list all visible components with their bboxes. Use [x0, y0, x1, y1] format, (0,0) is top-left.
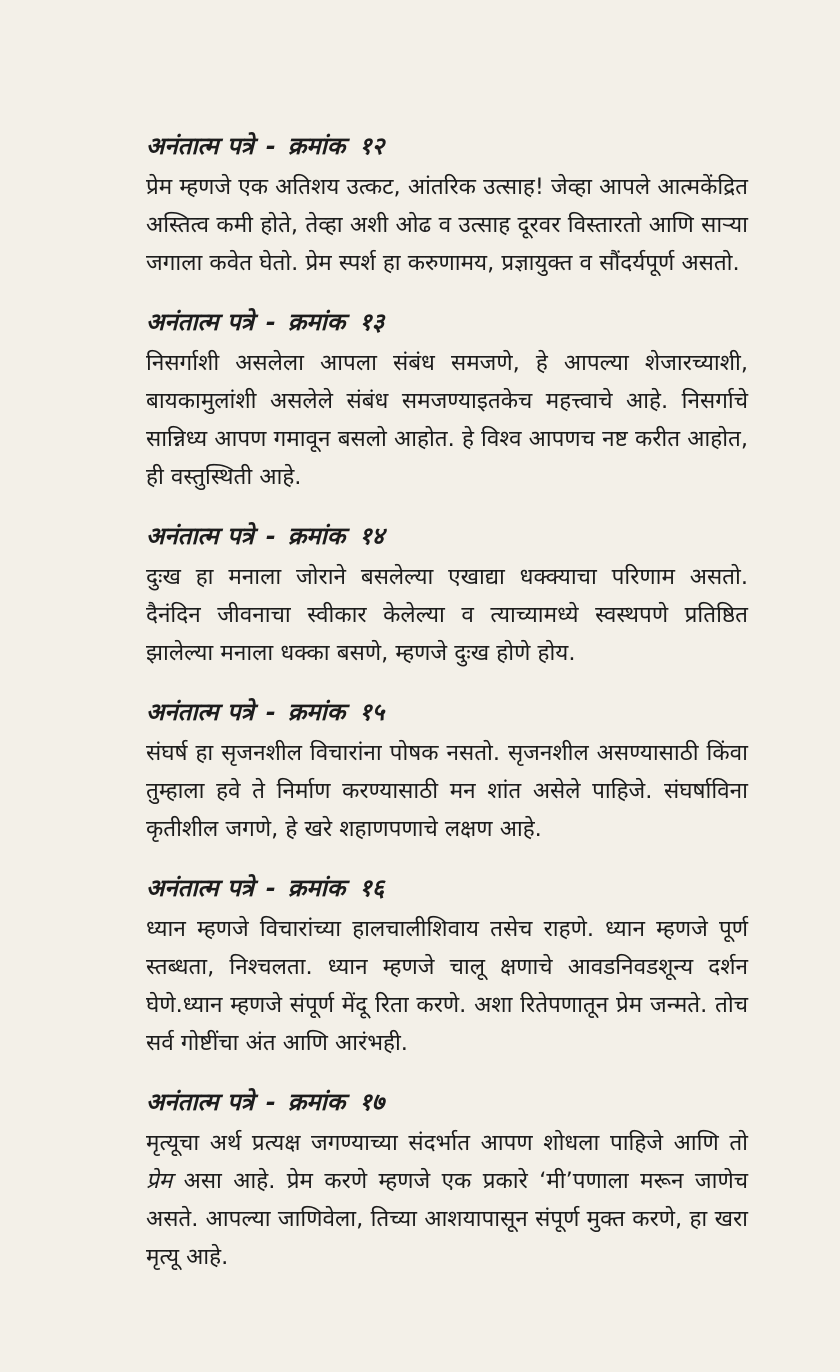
section-heading [146, 128, 748, 164]
section-body: प्रेम म्हणजे एक अतिशय उत्कट, आंतरिक उत्साह! जेव्हा आपले आत्मकेंद्रित अस्तित्व कमी होते, तेव्हा अशी ओढ व उत्साह दूरवर विस्तारतो आणि साऱ्या जगाला कवेत घेतो. प्रेम स्पर्श हा करुणामय, प्रज्ञायुक्त व सौंदर्यपूर्ण असतो. [146, 174, 748, 276]
section-body [146, 1124, 748, 1276]
heading-dash: - [265, 308, 276, 336]
heading-dash: - [265, 1088, 276, 1116]
body-text-end: असा आहे. प्रेम करणे म्हणजे एक प्रकारे ‘मी’पणाला मरून जाणेच असते. आपल्या जाणिवेला, तिच्या आशयापासून संपूर्ण मुक्त करणे, हा खरा मृत्यू आहे. [146, 1168, 748, 1270]
section-body: संघर्ष हा सृजनशील विचारांना पोषक नसतो. सृजनशील असण्यासाठी किंवा तुम्हाला हवे ते निर्माण करण्यासाठी मन शांत असेले पाहिजे. संघर्षाविना कृतीशील जगणे, हे खरे शहाणपणाचे लक्षण आहे. [146, 740, 748, 842]
letter-section-13 [146, 304, 748, 496]
section-body: दुःख हा मनाला जोराने बसलेल्या एखाद्या धक्क्याचा परिणाम असतो. दैनंदिन जीवनाचा स्वीकार केलेल्या व त्याच्यामध्ये स्वस्थपणे प्रतिष्ठित झालेल्या मनाला धक्का बसणे, म्हणजे दुःख होणे होय. [146, 564, 748, 666]
heading-title: अनंतात्म पत्रे [146, 1088, 254, 1116]
heading-label: क्रमांक [287, 132, 346, 160]
heading-number: १४ [359, 522, 385, 550]
heading-number: १७ [359, 1088, 385, 1116]
heading-label: क्रमांक [287, 1088, 346, 1116]
section-heading [146, 694, 748, 730]
section-body: निसर्गाशी असलेला आपला संबंध समजणे, हे आपल्या शेजारच्याशी, बायकामुलांशी असलेले संबंध समजण्याइतकेच महत्त्वाचे आहे. निसर्गाचे सान्निध्य आपण गमावून बसलो आहोत. हे विश्व आपणच नष्ट करीत आहोत, ही वस्तुस्थिती आहे. [146, 350, 748, 490]
heading-dash: - [265, 698, 276, 726]
heading-title: अनंतात्म पत्रे [146, 308, 254, 336]
section-body: ध्यान म्हणजे विचारांच्या हालचालीशिवाय तसेच राहणे. ध्यान म्हणजे पूर्ण स्तब्धता, निश्चलता. ध्यान म्हणजे चालू क्षणाचे आवडनिवडशून्य दर्शन घेणे.ध्यान म्हणजे संपूर्ण मेंदू रिता करणे. अशा रितेपणातून प्रेम जन्मते. तोच सर्व गोष्टींचा अंत आणि आरंभही. [146, 916, 748, 1056]
heading-label: क्रमांक [287, 522, 346, 550]
heading-title: अनंतात्म पत्रे [146, 132, 254, 160]
heading-label: क्रमांक [287, 874, 346, 902]
heading-number: १६ [359, 874, 385, 902]
heading-label: क्रमांक [287, 698, 346, 726]
section-heading [146, 304, 748, 340]
body-text-start: मृत्यूचा अर्थ प्रत्यक्ष जगण्याच्या संदर्भात आपण शोधला पाहिजे आणि तो [146, 1130, 748, 1156]
heading-dash: - [265, 132, 276, 160]
heading-title: अनंतात्म पत्रे [146, 522, 254, 550]
letter-section-17 [146, 1084, 748, 1276]
heading-dash: - [265, 874, 276, 902]
letter-section-14 [146, 518, 748, 672]
heading-dash: - [265, 522, 276, 550]
section-heading [146, 518, 748, 554]
heading-number: १५ [359, 698, 385, 726]
letter-section-16 [146, 870, 748, 1062]
section-heading [146, 870, 748, 906]
heading-title: अनंतात्म पत्रे [146, 874, 254, 902]
letter-section-15 [146, 694, 748, 848]
heading-label: क्रमांक [287, 308, 346, 336]
heading-title: अनंतात्म पत्रे [146, 698, 254, 726]
heading-number: १३ [359, 308, 385, 336]
heading-number: १२ [359, 132, 385, 160]
letter-section-12 [146, 128, 748, 282]
emphasized-word: प्रेम [146, 1168, 173, 1194]
section-heading [146, 1084, 748, 1120]
